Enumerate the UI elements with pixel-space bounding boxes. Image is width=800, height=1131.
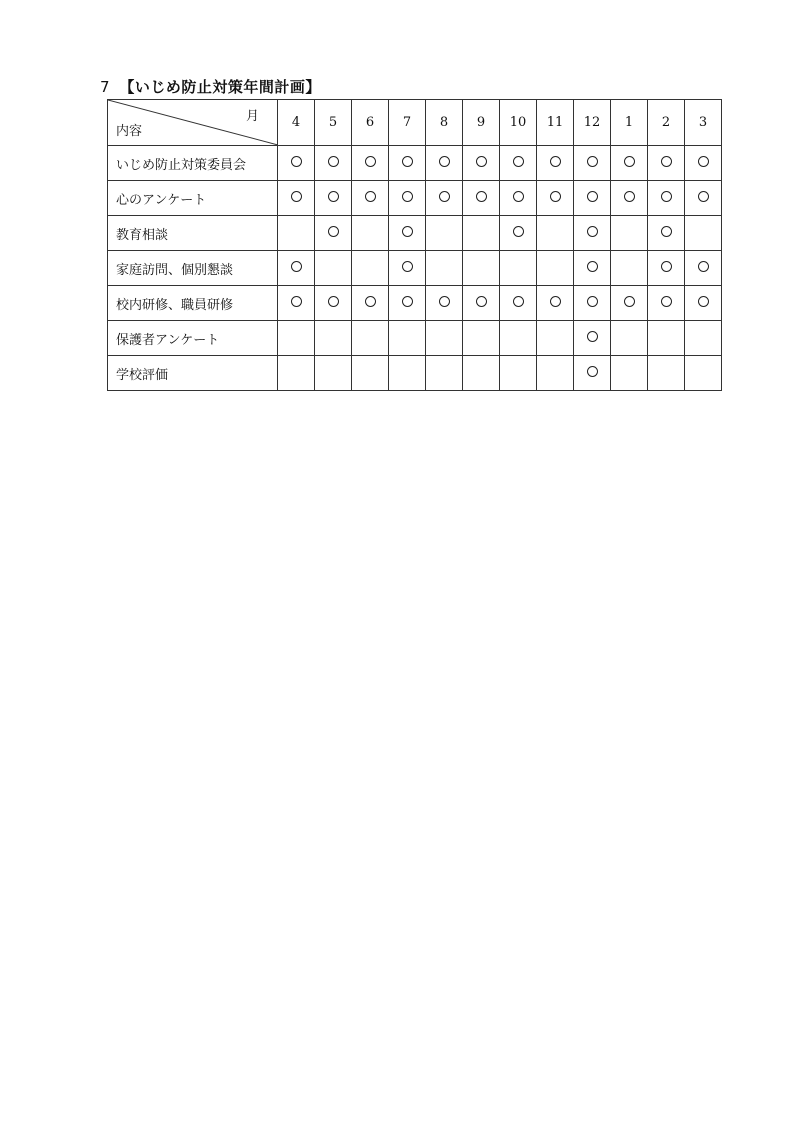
circle-mark-icon (439, 296, 450, 307)
circle-mark-icon (624, 156, 635, 167)
month-cell (685, 356, 722, 391)
month-cell (685, 286, 722, 321)
month-cell (685, 251, 722, 286)
circle-mark-icon (661, 226, 672, 237)
month-cell (500, 356, 537, 391)
activity-label: 心のアンケート (108, 181, 278, 216)
month-cell (278, 321, 315, 356)
month-cell (278, 356, 315, 391)
month-cell (537, 181, 574, 216)
month-cell (500, 146, 537, 181)
circle-mark-icon (550, 191, 561, 202)
circle-mark-icon (513, 296, 524, 307)
circle-mark-icon (291, 261, 302, 272)
month-cell (278, 146, 315, 181)
table-row (108, 251, 722, 286)
month-header: 8 (426, 100, 463, 146)
month-header: 4 (278, 100, 315, 146)
circle-mark-icon (402, 296, 413, 307)
month-cell (500, 251, 537, 286)
month-cell (500, 216, 537, 251)
circle-mark-icon (365, 296, 376, 307)
circle-mark-icon (328, 156, 339, 167)
month-cell (278, 251, 315, 286)
month-cell (611, 251, 648, 286)
circle-mark-icon (291, 191, 302, 202)
month-cell (685, 181, 722, 216)
month-cell (352, 356, 389, 391)
month-cell (574, 286, 611, 321)
table-row (108, 286, 722, 321)
month-cell (315, 251, 352, 286)
month-cell (278, 216, 315, 251)
circle-mark-icon (402, 156, 413, 167)
month-cell (648, 181, 685, 216)
month-cell (500, 181, 537, 216)
month-cell (352, 286, 389, 321)
circle-mark-icon (587, 296, 598, 307)
circle-mark-icon (624, 296, 635, 307)
circle-mark-icon (550, 296, 561, 307)
month-cell (315, 286, 352, 321)
month-cell (352, 146, 389, 181)
month-cell (574, 356, 611, 391)
circle-mark-icon (291, 156, 302, 167)
month-cell (648, 146, 685, 181)
month-cell (537, 356, 574, 391)
header-row (108, 100, 722, 146)
month-cell (315, 146, 352, 181)
month-cell (426, 181, 463, 216)
circle-mark-icon (328, 296, 339, 307)
month-cell (648, 321, 685, 356)
circle-mark-icon (402, 261, 413, 272)
table-row (108, 356, 722, 391)
circle-mark-icon (513, 191, 524, 202)
month-header: 3 (685, 100, 722, 146)
activity-label: いじめ防止対策委員会 (108, 146, 278, 181)
activity-label: 校内研修、職員研修 (108, 286, 278, 321)
month-header: 7 (389, 100, 426, 146)
month-header: 1 (611, 100, 648, 146)
month-cell (389, 321, 426, 356)
activity-label: 家庭訪問、個別懇談 (108, 251, 278, 286)
month-cell (537, 286, 574, 321)
month-cell (648, 216, 685, 251)
month-cell (426, 286, 463, 321)
month-cell (611, 181, 648, 216)
month-cell (574, 181, 611, 216)
corner-header-cell (108, 100, 278, 146)
month-header: 11 (537, 100, 574, 146)
month-cell (463, 286, 500, 321)
circle-mark-icon (698, 156, 709, 167)
circle-mark-icon (365, 191, 376, 202)
month-cell (426, 146, 463, 181)
circle-mark-icon (476, 156, 487, 167)
month-cell (611, 286, 648, 321)
circle-mark-icon (587, 226, 598, 237)
corner-month-label: 月 (245, 109, 259, 124)
month-cell (315, 356, 352, 391)
month-cell (463, 216, 500, 251)
table-row (108, 181, 722, 216)
month-cell (648, 286, 685, 321)
month-cell (389, 181, 426, 216)
circle-mark-icon (661, 156, 672, 167)
circle-mark-icon (328, 191, 339, 202)
circle-mark-icon (624, 191, 635, 202)
month-cell (352, 251, 389, 286)
circle-mark-icon (439, 156, 450, 167)
month-cell (315, 181, 352, 216)
circle-mark-icon (513, 226, 524, 237)
circle-mark-icon (550, 156, 561, 167)
month-cell (537, 321, 574, 356)
section-number: 7 (100, 78, 111, 96)
section-title: 【いじめ防止対策年間計画】 (119, 78, 321, 96)
month-header: 5 (315, 100, 352, 146)
month-cell (611, 216, 648, 251)
circle-mark-icon (698, 296, 709, 307)
month-cell (426, 356, 463, 391)
circle-mark-icon (439, 191, 450, 202)
month-cell (648, 251, 685, 286)
month-cell (426, 216, 463, 251)
month-cell (389, 251, 426, 286)
month-header: 10 (500, 100, 537, 146)
circle-mark-icon (698, 261, 709, 272)
circle-mark-icon (402, 191, 413, 202)
month-cell (315, 321, 352, 356)
month-cell (389, 356, 426, 391)
month-header: 2 (648, 100, 685, 146)
month-cell (463, 146, 500, 181)
month-cell (352, 216, 389, 251)
month-cell (574, 251, 611, 286)
circle-mark-icon (587, 261, 598, 272)
month-cell (574, 321, 611, 356)
table-row (108, 216, 722, 251)
month-cell (685, 216, 722, 251)
month-cell (463, 321, 500, 356)
activity-label: 教育相談 (108, 216, 278, 251)
month-cell (463, 181, 500, 216)
month-cell (611, 356, 648, 391)
month-cell (426, 321, 463, 356)
circle-mark-icon (476, 296, 487, 307)
month-cell (463, 251, 500, 286)
circle-mark-icon (476, 191, 487, 202)
circle-mark-icon (365, 156, 376, 167)
circle-mark-icon (328, 226, 339, 237)
month-cell (685, 321, 722, 356)
month-cell (648, 356, 685, 391)
month-cell (278, 286, 315, 321)
activity-label: 保護者アンケート (108, 321, 278, 356)
month-cell (537, 216, 574, 251)
month-cell (389, 286, 426, 321)
month-header: 6 (352, 100, 389, 146)
month-cell (389, 216, 426, 251)
month-cell (500, 321, 537, 356)
circle-mark-icon (402, 226, 413, 237)
corner-content-label: 内容 (116, 124, 143, 139)
month-cell (685, 146, 722, 181)
month-cell (537, 146, 574, 181)
circle-mark-icon (513, 156, 524, 167)
circle-mark-icon (587, 156, 598, 167)
month-cell (611, 146, 648, 181)
circle-mark-icon (661, 296, 672, 307)
month-cell (278, 181, 315, 216)
circle-mark-icon (587, 331, 598, 342)
month-cell (537, 251, 574, 286)
circle-mark-icon (661, 191, 672, 202)
annual-plan-table (107, 99, 722, 391)
circle-mark-icon (661, 261, 672, 272)
month-cell (574, 216, 611, 251)
month-cell (389, 146, 426, 181)
table-row (108, 321, 722, 356)
month-cell (463, 356, 500, 391)
month-cell (352, 321, 389, 356)
circle-mark-icon (291, 296, 302, 307)
month-header: 12 (574, 100, 611, 146)
month-header: 9 (463, 100, 500, 146)
month-cell (611, 321, 648, 356)
activity-label: 学校評価 (108, 356, 278, 391)
circle-mark-icon (587, 366, 598, 377)
month-cell (352, 181, 389, 216)
section-heading (100, 76, 321, 97)
circle-mark-icon (698, 191, 709, 202)
month-cell (315, 216, 352, 251)
month-cell (426, 251, 463, 286)
circle-mark-icon (587, 191, 598, 202)
month-cell (574, 146, 611, 181)
table-row (108, 146, 722, 181)
month-cell (500, 286, 537, 321)
